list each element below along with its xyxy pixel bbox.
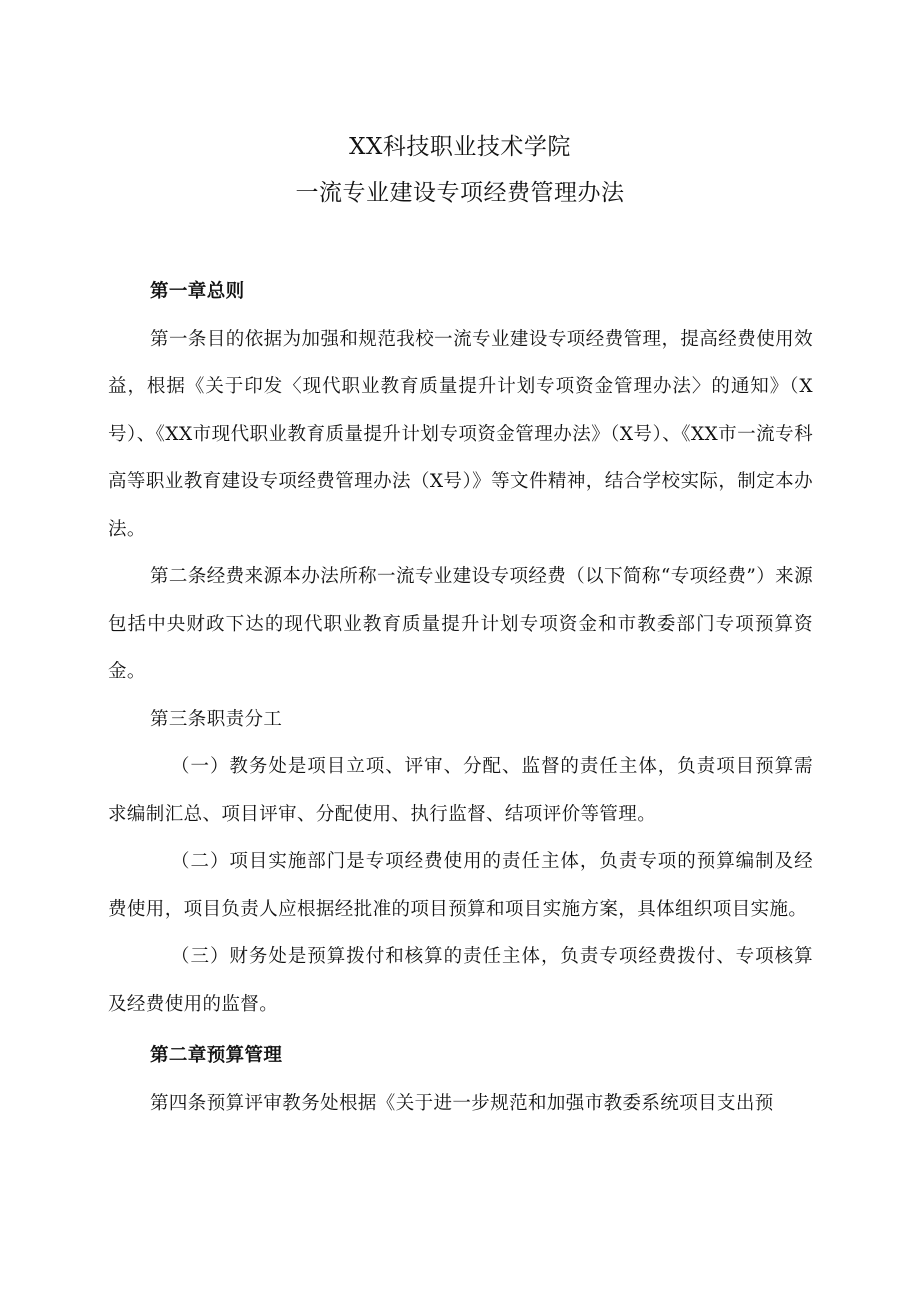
article-3-item-2: （二）项目实施部门是专项经费使用的责任主体，负责专项的预算编制及经费使用，项目负责人应根据经批准的项目预算和项目实施方案，具体组织项目实施。	[108, 851, 813, 920]
article-3-item-1: （一）教务处是项目立项、评审、分配、监督的责任主体，负责项目预算需求编制汇总、项目评审、分配使用、执行监督、结项评价等管理。	[108, 756, 813, 825]
title-line-regulation: 一流专业建设专项经费管理办法	[295, 180, 625, 206]
article-3-item-3: （三）财务处是预算拨付和核算的责任主体，负责专项经费拨付、专项核算及经费使用的监督。	[108, 946, 813, 1015]
chapter-2-heading: 第二章预算管理	[150, 1045, 283, 1066]
chapter-1-heading: 第一章总则	[150, 281, 245, 302]
document-body	[108, 268, 813, 1127]
article-3: 第三条职责分工	[150, 708, 283, 730]
article-1: 第一条目的依据为加强和规范我校一流专业建设专项经费管理，提高经费使用效益，根据《关于印发〈现代职业教育质量提升计划专项资金管理办法〉的通知》（X号）、《XX市现代职业教育质量提升计划专项资金管理办法》（X号）、《XX市一流专科高等职业教育建设专项经费管理办法（X号）》等文件精神，结合学校实际，制定本办法。	[108, 328, 813, 540]
article-4: 第四条预算评审教务处根据《关于进一步规范和加强市教委系统项目支出预	[150, 1092, 774, 1114]
article-2: 第二条经费来源本办法所称一流专业建设专项经费（以下简称“专项经费”）来源包括中央财政下达的现代职业教育质量提升计划专项资金和市教委部门专项预算资金。	[108, 566, 813, 682]
title-line-institution: XX科技职业技术学院	[349, 134, 571, 160]
document-title	[0, 124, 920, 216]
